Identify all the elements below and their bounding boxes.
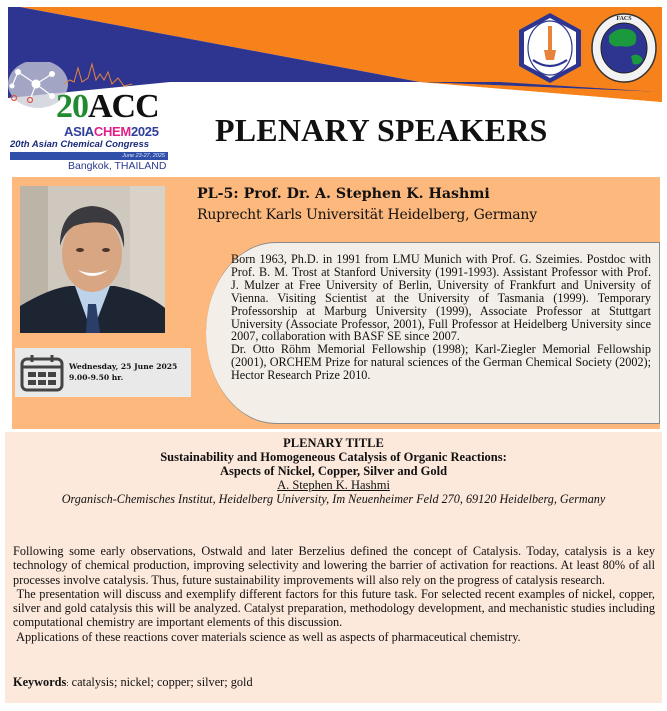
abstract-institution: Organisch-Chemisches Institut, Heidelberg University, Im Neuenheimer Feld 270, 69120 Heidelberg, Germany (61, 492, 606, 506)
abstract-paragraph: Applications of these reactions cover materials science as well as aspects of pharmaceutical chemistry. (13, 629, 521, 644)
chemical-society-thailand-logo (517, 12, 583, 84)
schedule-box (15, 348, 191, 397)
asiachem-text (64, 124, 159, 139)
asiachem-chem: CHEM (93, 124, 131, 139)
abstract-panel (5, 432, 662, 703)
speaker-panel (12, 177, 660, 429)
keywords-list: catalysis; nickel; copper; silver; gold (71, 675, 253, 689)
talk-title-line-2: Aspects of Nickel, Copper, Silver and Gold (219, 464, 448, 478)
acc-number: 20 (56, 88, 88, 125)
biography-text (231, 253, 651, 382)
talk-title-line-1: Sustainability and Homogeneous Catalysis of Organic Reactions: (160, 450, 507, 464)
session-date: Wednesday, 25 June 2025 (69, 362, 178, 371)
speaker-photo (20, 186, 165, 333)
event-logo (8, 62, 170, 170)
session-time: 9.00-9.50 hr. (69, 373, 124, 382)
abstract-paragraph: Following some early observations, Ostwald and later Berzelius defined the concept of Catalysis. Today, catalysis is a key technology of chemical production, improving selectivity and lowering the barrier of activation for reactions. At least 80% of all processes involve catalysis. Thus, future sustainability improvements will also rely on the progress of catalysis research. (13, 544, 655, 587)
congress-name: 20th Asian Chemical Congress (10, 139, 150, 150)
calendar-icon (20, 354, 64, 392)
acc-logo-text (56, 90, 159, 124)
abstract-paragraph: The presentation will discuss and exemplify different factors for this future task. For selected recent examples of nickel, copper, silver and gold catalysis this will be analyzed. Catalyst preparation, methodology development, and mechanistic studies including computational chemistry are important elements of this discussion. (13, 586, 659, 630)
biography-awards: Dr. Otto Röhm Memorial Fellowship (1998); Karl-Ziegler Memorial Fellowship (2001), ORCHEM Prize for natural sciences of the German Chemical Society (2002); Hector Research Prize 2010. (231, 342, 651, 383)
facs-logo-text: FACS (616, 16, 632, 22)
abstract-body (13, 544, 659, 644)
congress-dates: June 23-27, 2025 (10, 152, 168, 160)
speaker-affiliation: Ruprecht Karls Universität Heidelberg, Germany (197, 207, 537, 223)
abstract-author: A. Stephen K. Hashmi (277, 478, 390, 492)
asiachem-year: 2025 (130, 124, 159, 139)
biography-box (206, 242, 660, 424)
keywords-colon: : (66, 679, 69, 688)
keywords-line (13, 675, 253, 690)
congress-city: Bangkok, THAILAND (68, 160, 167, 172)
abstract-heading (5, 436, 662, 506)
plenary-title-label: PLENARY TITLE (283, 436, 384, 450)
keywords-label: Keywords (13, 675, 67, 689)
biography-career: Born 1963, Ph.D. in 1991 from LMU Munich with Prof. G. Szeimies. Postdoc with Prof. B. M. Trost at Stanford University (1991-1993). Assistant Professor with Prof. J. Mulzer at Free University of Berlin, University of Frankfurt and University of Vienna. Visiting Scientist at the University of Tasmania (1999). Temporary Professorship at Marburg University (1999), Associate Professor at Stuttgart University (Associate Professor, 2001), Full Professor at Heidelberg University since 2007, collaboration with BASF SE since 2007. (231, 252, 651, 344)
header-banner (0, 0, 667, 170)
speaker-portrait (20, 186, 165, 333)
acc-acronym: ACC (88, 88, 159, 125)
page-title: PLENARY SPEAKERS (215, 112, 548, 148)
asiachem-asia: ASIA (64, 124, 94, 139)
speaker-name: PL-5: Prof. Dr. A. Stephen K. Hashmi (197, 186, 490, 202)
facs-logo (591, 12, 657, 84)
